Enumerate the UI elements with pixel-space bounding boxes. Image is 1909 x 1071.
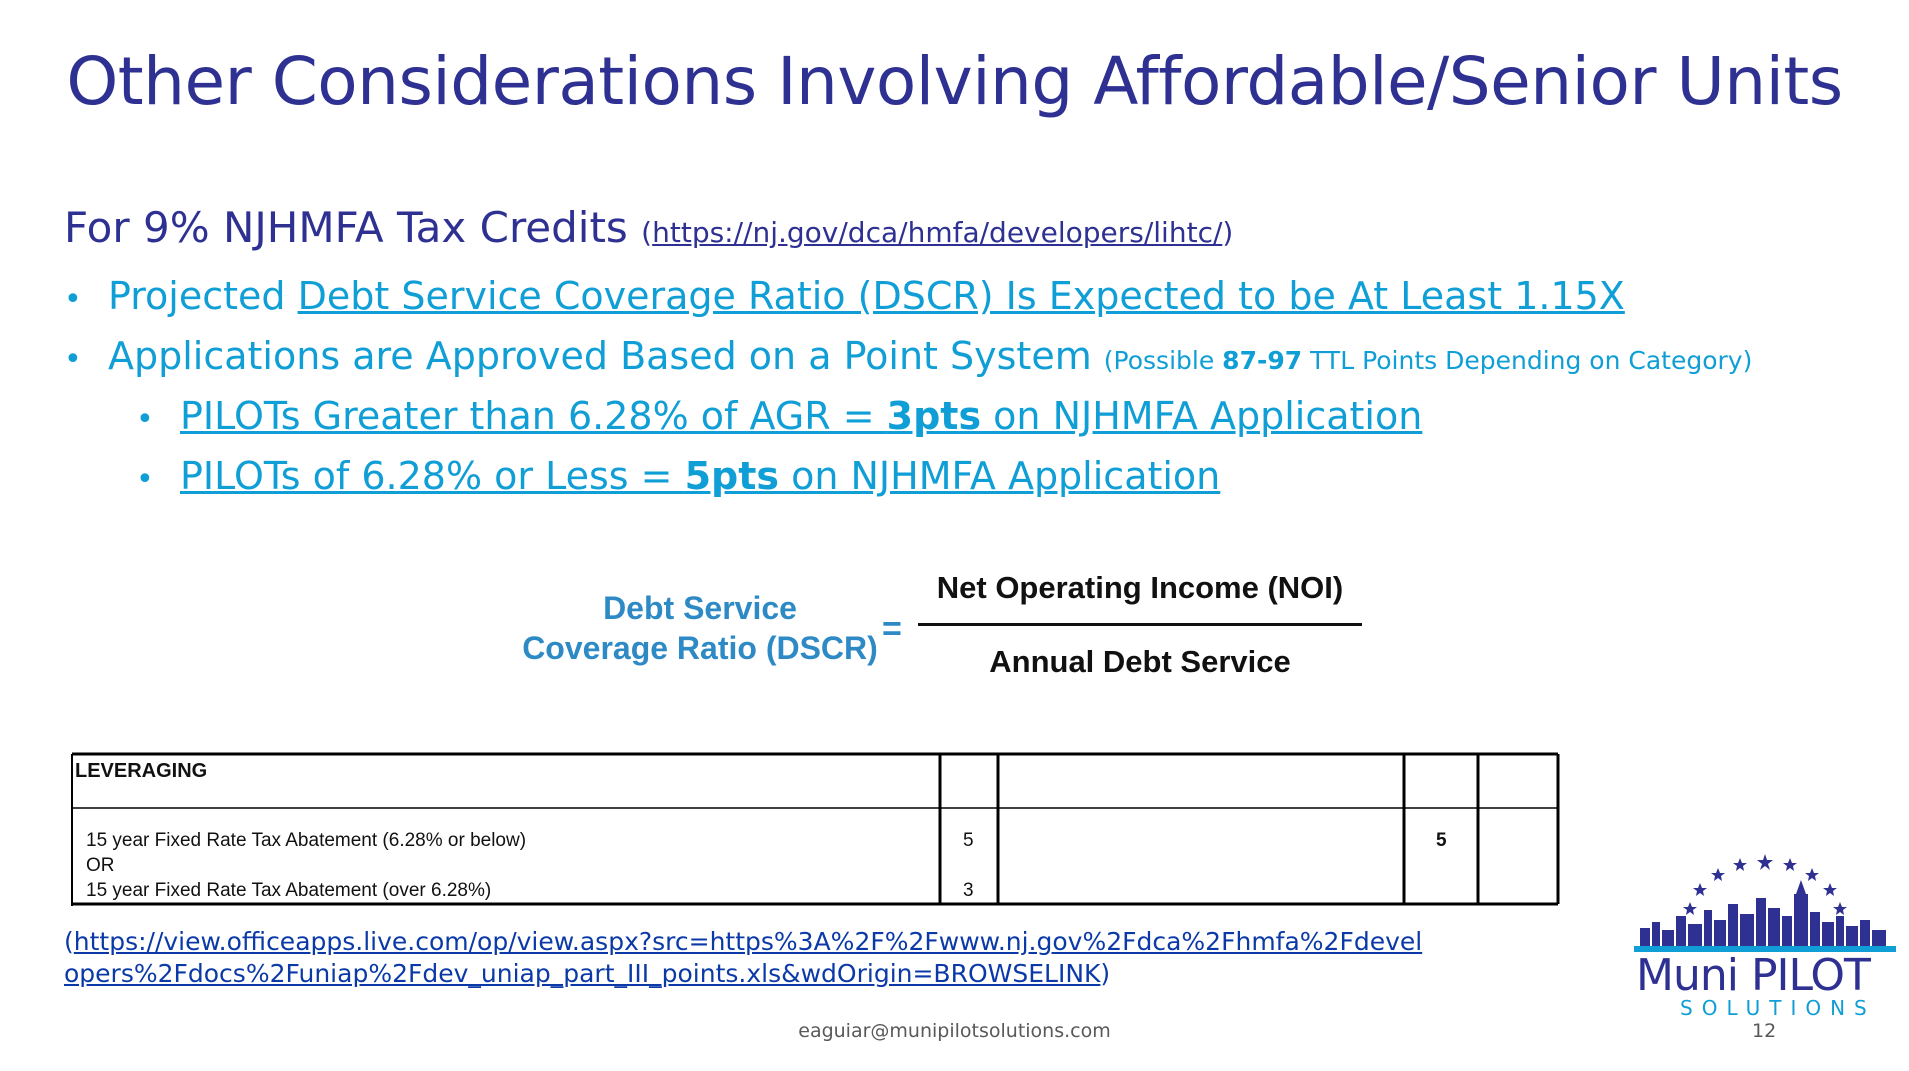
formula-numerator: Net Operating Income (NOI) [936,570,1344,605]
bullet-dot: • [136,402,154,437]
leveraging-row-below: 15 year Fixed Rate Tax Abatement (6.28% or below) [86,830,527,851]
dscr-link[interactable]: Debt Service Coverage Ratio (DSCR) Is Expected to be At Least 1.15X [297,274,1625,318]
formula-equals: = [882,610,902,648]
formula-denominator: Annual Debt Service [989,644,1291,679]
bullet-point-system-text: Applications are Approved Based on a Point System [108,334,1104,378]
lihtc-link[interactable]: https://nj.gov/dca/hmfa/developers/lihtc/ [652,216,1223,249]
formula-fraction-bar [918,623,1362,626]
slide-title: Other Considerations Involving Affordable/Senior Units [66,43,1843,120]
leveraging-header: LEVERAGING [75,760,208,782]
bullet-dot: • [64,282,82,317]
points-note: (Possible 87-97 TTL Points Depending on Category) [1103,346,1753,375]
bullet-dscr [64,268,1625,328]
sub-bullet-3pts [136,388,1422,448]
bullet-point-system [64,328,1752,389]
logo-wordmark: Muni PILOT [1636,950,1870,1001]
tax-credit-link-wrapper: (https://nj.gov/dca/hmfa/developers/lihtc/) [641,216,1234,249]
tax-credit-heading [64,200,1233,261]
leveraging-points-5: 5 [963,830,974,851]
footer-email: eaguiar@munipilotsolutions.com [798,1020,1111,1042]
leveraging-awarded-5: 5 [1436,830,1447,851]
page-number: 12 [1752,1020,1777,1042]
leveraging-points-3: 3 [963,880,974,901]
sub-bullet-3pts-link[interactable]: PILOTs Greater than 6.28% of AGR = 3pts on NJHMFA Application [180,394,1423,438]
bullet-dot: • [136,462,154,497]
tax-credit-heading-text: For 9% NJHMFA Tax Credits [64,203,628,252]
sub-bullet-5pts [136,448,1220,508]
formula-lhs: Debt Service Coverage Ratio (DSCR) [522,590,878,666]
logo-tagline: SOLUTIONS [1680,996,1876,1020]
sub-bullet-5pts-link[interactable]: PILOTs of 6.28% or Less = 5pts on NJHMFA Application [180,454,1221,498]
source-link-line1[interactable]: https://view.officeapps.live.com/op/view.aspx?src=https%3A%2F%2Fwww.nj.gov%2Fdca%2Fhmfa%2Fdevel [73,927,1423,956]
bullet-dot: • [64,342,82,377]
bullet-dscr-prefix: Projected [108,274,298,318]
leveraging-row-over: 15 year Fixed Rate Tax Abatement (over 6.28%) [86,880,492,901]
leveraging-row-or: OR [86,855,115,876]
source-link-block: (https://view.officeapps.live.com/op/view.aspx?src=https%3A%2F%2Fwww.nj.gov%2Fdca%2Fhmfa%2Fdevel opers%2Fdocs%2Funiap%2Fdev_uniap_part_III_points.xls&wdOrigin=BROWSELINK) [64,927,1423,988]
source-link-line2[interactable]: opers%2Fdocs%2Funiap%2Fdev_uniap_part_III_points.xls&wdOrigin=BROWSELINK [64,959,1101,988]
